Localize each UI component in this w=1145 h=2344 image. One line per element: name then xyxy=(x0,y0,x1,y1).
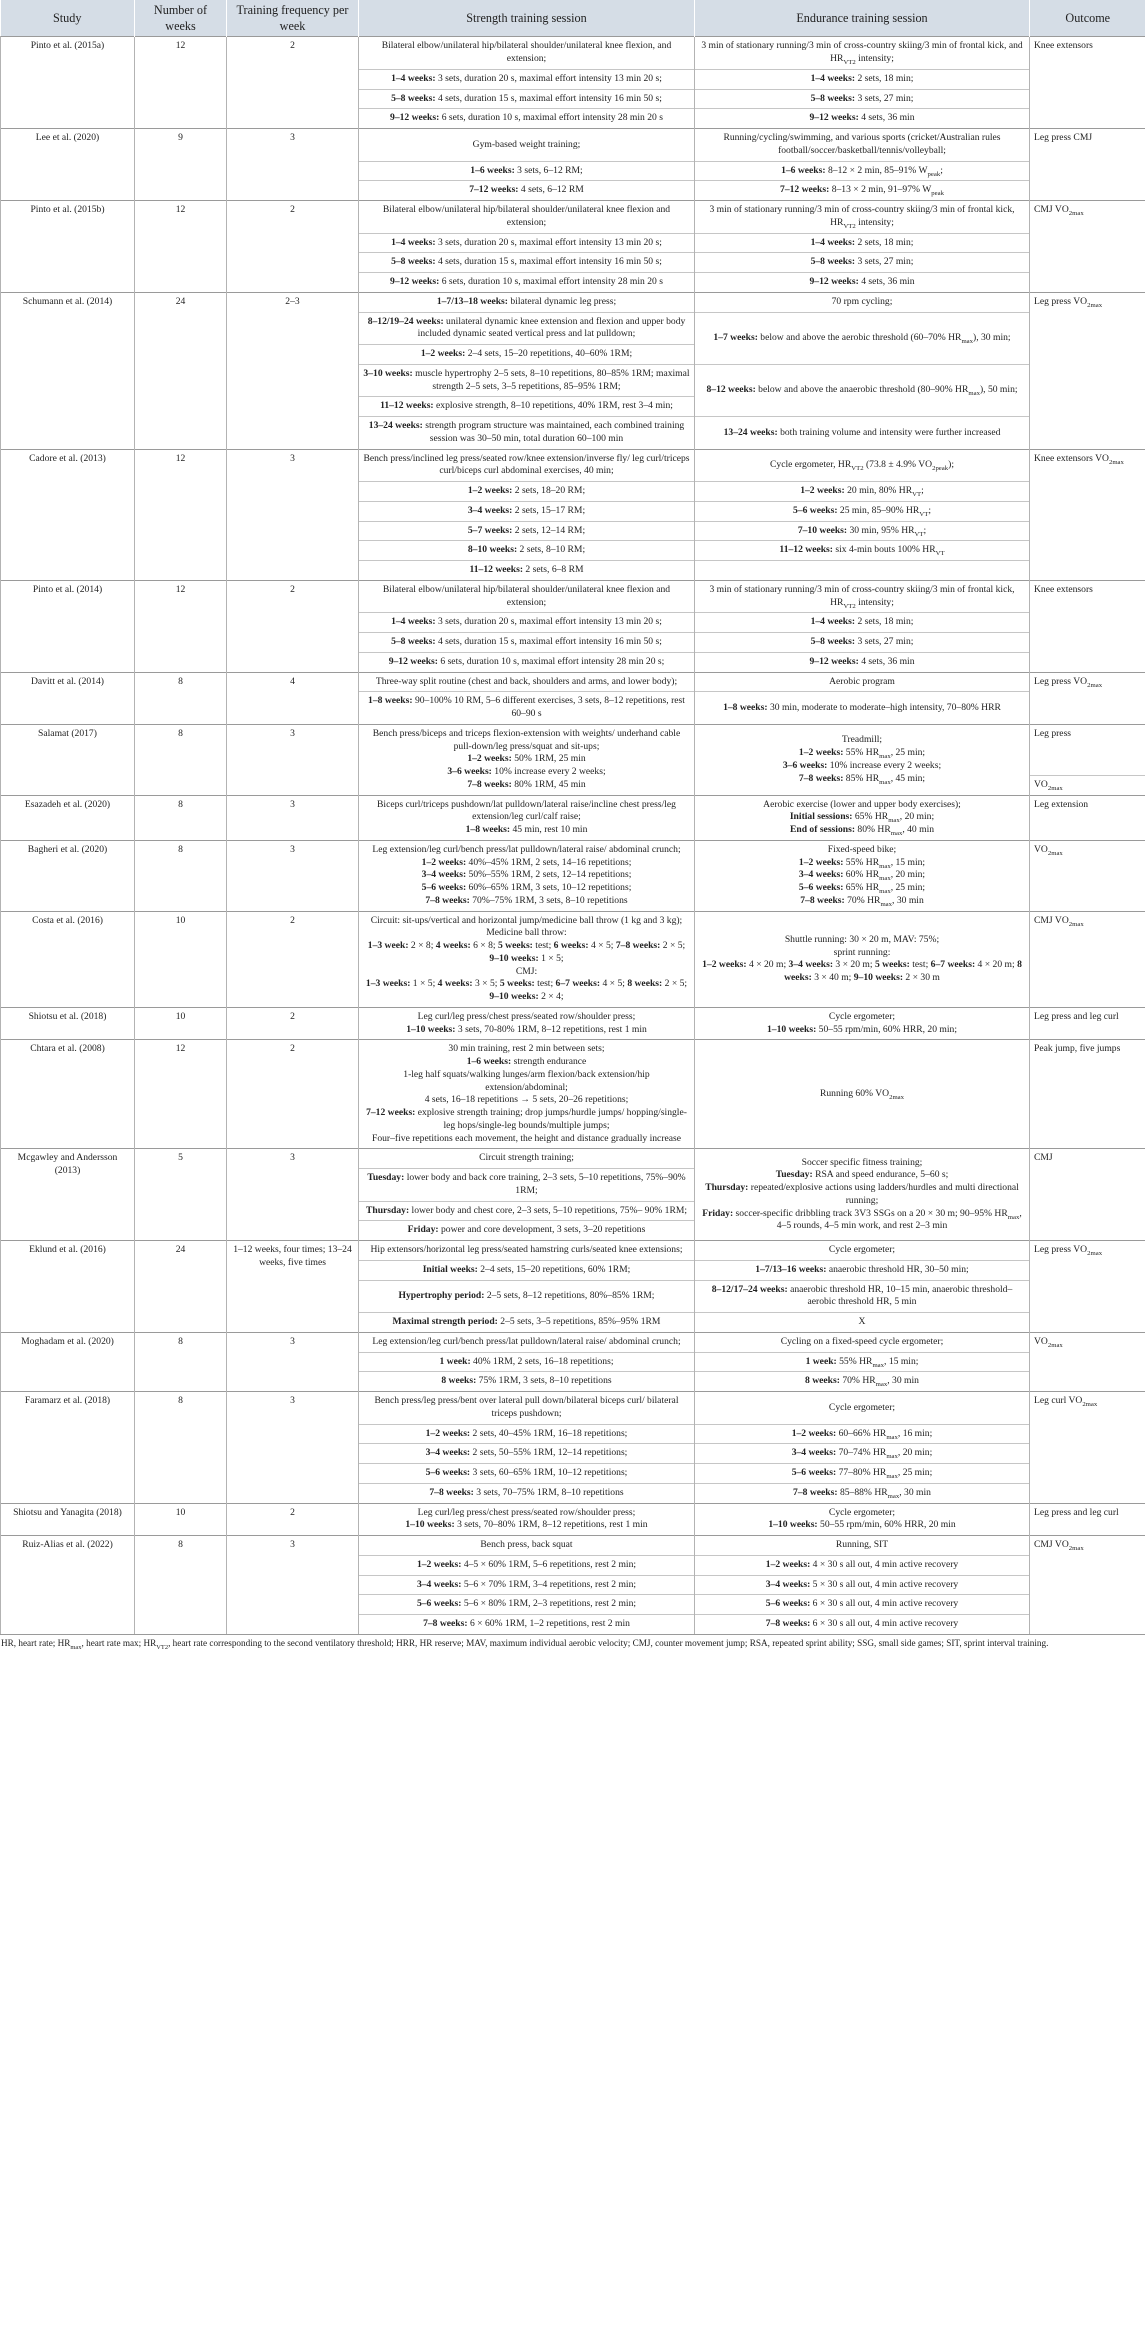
outcome-cell: CMJ $VO_{2max}$ xyxy=(1030,201,1145,293)
weeks-cell: 8 xyxy=(135,1536,227,1634)
outcome-cell: $VO_{2max}$ xyxy=(1030,1332,1145,1391)
study-cell: Lee et al. (2020) xyxy=(1,129,135,201)
endurance-cell: 8–12/17–24 weeks: anaerobic threshold HR, 10–15 min, anaerobic threshold– aerobic threshold HR, 5 min xyxy=(695,1280,1030,1313)
endurance-cell: Cycle ergometer, $HR_{VT2}$ (73.8 ± 4.9% $VO_{2peak}$); xyxy=(695,449,1030,482)
weeks-cell: 12 xyxy=(135,201,227,293)
study-cell: Chtara et al. (2008) xyxy=(1,1040,135,1149)
strength-cell: 1–2 weeks: 2 sets, 40–45% 1RM, 16–18 repetitions; xyxy=(359,1424,695,1444)
endurance-cell: Cycling on a fixed-speed cycle ergometer; xyxy=(695,1332,1030,1352)
strength-cell: 8 weeks: 75% 1RM, 3 sets, 8–10 repetitions xyxy=(359,1372,695,1392)
weeks-cell: 8 xyxy=(135,795,227,840)
strength-cell: 11–12 weeks: 2 sets, 6–8 RM xyxy=(359,561,695,581)
endurance-cell: 9–12 weeks: 4 sets, 36 min xyxy=(695,109,1030,129)
strength-cell: 5–6 weeks: 3 sets, 60–65% 1RM, 10–12 repetitions; xyxy=(359,1464,695,1484)
strength-cell: Bench press/biceps and triceps flexion-extension with weights/ underhand cable pull-down/leg press/squat and sit-ups; 1–2 weeks: 50% 1RM, 25 min 3–6 weeks: 10% increase every 2 weeks; 7–8 weeks: 80% 1RM, 45 min xyxy=(359,724,695,795)
endurance-cell: 1–2 weeks: 4 × 30 s all out, 4 min active recovery xyxy=(695,1555,1030,1575)
outcome-cell: Knee extensors xyxy=(1030,580,1145,672)
endurance-cell: 1–4 weeks: 2 sets, 18 min; xyxy=(695,233,1030,253)
endurance-cell: 9–12 weeks: 4 sets, 36 min xyxy=(695,652,1030,672)
table-row xyxy=(1,449,1145,482)
frequency-cell: 2 xyxy=(227,37,359,129)
outcome-cell: CMJ $VO_{2max}$ xyxy=(1030,911,1145,1007)
frequency-cell: 2 xyxy=(227,201,359,293)
endurance-cell: Fixed-speed bike; 1–2 weeks: 55% $HR_{max}$, 15 min; 3–4 weeks: 60% $HR_{max}$, 20 min; 5–6 weeks: 65% $HR_{max}$, 25 min; 7–8 weeks: 70% $HR_{max}$, 30 min xyxy=(695,840,1030,911)
strength-cell: Three-way split routine (chest and back, shoulders and arms, and lower body); xyxy=(359,672,695,692)
weeks-cell: 10 xyxy=(135,1503,227,1536)
strength-cell: 8–12/19–24 weeks: unilateral dynamic knee extension and flexion and upper body included dynamic seated vertical press and lat pulldown; xyxy=(359,312,695,345)
header-study: Study xyxy=(1,0,135,37)
table-row xyxy=(1,724,1145,775)
endurance-cell: 3 min of stationary running/3 min of cross-country skiing/3 min of frontal kick, $HR_{VT2}$ intensity; xyxy=(695,201,1030,234)
weeks-cell: 8 xyxy=(135,840,227,911)
weeks-cell: 12 xyxy=(135,580,227,672)
strength-cell: 1–2 weeks: 4–5 × 60% 1RM, 5–6 repetitions, rest 2 min; xyxy=(359,1555,695,1575)
endurance-cell: Running 60% $VO_{2max}$ xyxy=(695,1040,1030,1149)
endurance-cell: 3–4 weeks: 70–74% $HR_{max}$, 20 min; xyxy=(695,1444,1030,1464)
endurance-cell: 1–6 weeks: 8–12 × 2 min, 85–91% $W_{peak}$; xyxy=(695,161,1030,181)
outcome-cell: Leg press $VO_{2max}$ xyxy=(1030,672,1145,724)
endurance-cell: Cycle ergometer; xyxy=(695,1241,1030,1261)
frequency-cell: 2 xyxy=(227,1040,359,1149)
outcome-cell: CMJ xyxy=(1030,1149,1145,1241)
strength-cell: 1 week: 40% 1RM, 2 sets, 16–18 repetitions; xyxy=(359,1352,695,1372)
endurance-cell: 8 weeks: 70% $HR_{max}$, 30 min xyxy=(695,1372,1030,1392)
header-outcome: Outcome xyxy=(1030,0,1145,37)
study-cell: Davitt et al. (2014) xyxy=(1,672,135,724)
study-cell: Pinto et al. (2015a) xyxy=(1,37,135,129)
endurance-cell: 3 min of stationary running/3 min of cross-country skiing/3 min of frontal kick, $HR_{VT2}$ intensity; xyxy=(695,580,1030,613)
table-row xyxy=(1,911,1145,1007)
table-row xyxy=(1,1536,1145,1556)
weeks-cell: 24 xyxy=(135,292,227,449)
strength-cell: 1–7/13–18 weeks: bilateral dynamic leg press; xyxy=(359,292,695,312)
table-row xyxy=(1,1149,1145,1169)
table-row xyxy=(1,1007,1145,1040)
strength-cell: Bench press/leg press/bent over lateral pull down/bilateral biceps curl/ bilateral triceps pushdown; xyxy=(359,1392,695,1425)
strength-cell: 5–6 weeks: 5–6 × 80% 1RM, 2–3 repetitions, rest 2 min; xyxy=(359,1595,695,1615)
strength-cell: Hypertrophy period: 2–5 sets, 8–12 repetitions, 80%–85% 1RM; xyxy=(359,1280,695,1313)
weeks-cell: 10 xyxy=(135,1007,227,1040)
frequency-cell: 3 xyxy=(227,1149,359,1241)
study-cell: Mcgawley and Andersson (2013) xyxy=(1,1149,135,1241)
study-cell: Schumann et al. (2014) xyxy=(1,292,135,449)
outcome-cell: $VO_{2max}$ xyxy=(1030,775,1145,795)
study-cell: Shiotsu et al. (2018) xyxy=(1,1007,135,1040)
table-row xyxy=(1,1503,1145,1536)
weeks-cell: 12 xyxy=(135,449,227,580)
strength-cell: 3–4 weeks: 5–6 × 70% 1RM, 3–4 repetitions, rest 2 min; xyxy=(359,1575,695,1595)
endurance-cell: Cycle ergometer; xyxy=(695,1392,1030,1425)
table-row xyxy=(1,580,1145,613)
endurance-cell: 7–8 weeks: 6 × 30 s all out, 4 min active recovery xyxy=(695,1615,1030,1634)
outcome-cell: CMJ $VO_{2max}$ xyxy=(1030,1536,1145,1634)
strength-cell: Hip extensors/horizontal leg press/seated hamstring curls/seated knee extensions; xyxy=(359,1241,695,1261)
strength-cell: 1–4 weeks: 3 sets, duration 20 s, maximal effort intensity 13 min 20 s; xyxy=(359,69,695,89)
header-endurance: Endurance training session xyxy=(695,0,1030,37)
endurance-cell: Treadmill; 1–2 weeks: 55% $HR_{max}$, 25 min; 3–6 weeks: 10% increase every 2 weeks; 7–8 weeks: 85% $HR_{max}$, 45 min; xyxy=(695,724,1030,795)
endurance-cell: Aerobic exercise (lower and upper body exercises); Initial sessions: 65% $HR_{max}$, 20 min; End of sessions: 80% $HR_{max}$, 40 min xyxy=(695,795,1030,840)
endurance-cell: 1–2 weeks: 60–66% $HR_{max}$, 16 min; xyxy=(695,1424,1030,1444)
study-cell: Bagheri et al. (2020) xyxy=(1,840,135,911)
weeks-cell: 8 xyxy=(135,1332,227,1391)
strength-cell: 1–4 weeks: 3 sets, duration 20 s, maximal effort intensity 13 min 20 s; xyxy=(359,613,695,633)
outcome-cell: Leg press and leg curl xyxy=(1030,1503,1145,1536)
endurance-cell: 70 rpm cycling; xyxy=(695,292,1030,312)
endurance-cell: 7–12 weeks: 8–13 × 2 min, 91–97% $W_{peak}$ xyxy=(695,181,1030,201)
strength-cell: 3–4 weeks: 2 sets, 15–17 RM; xyxy=(359,501,695,521)
strength-cell: Biceps curl/triceps pushdown/lat pulldown/lateral raise/incline chest press/leg extension/leg curl/calf raise; 1–8 weeks: 45 min, rest 10 min xyxy=(359,795,695,840)
strength-cell: 7–8 weeks: 3 sets, 70–75% 1RM, 8–10 repetitions xyxy=(359,1483,695,1503)
frequency-cell: 2 xyxy=(227,1007,359,1040)
strength-cell: Bilateral elbow/unilateral hip/bilateral shoulder/unilateral knee flexion and extension; xyxy=(359,580,695,613)
strength-cell: 1–4 weeks: 3 sets, duration 20 s, maximal effort intensity 13 min 20 s; xyxy=(359,233,695,253)
strength-cell: 30 min training, rest 2 min between sets; 1–6 weeks: strength endurance 1-leg half squats/walking lunges/arm flexion/back extension/hip extension/abdominal; 4 sets, 16–18 repetitions → 5 sets, 20–26 repetitions; 7–12 weeks: explosive strength training; drop jumps/hurdle jumps/ hopping/single-leg hops/single-leg bounds/multiple jumps; Four–five repetitions each movement, the height and distance gradually increase xyxy=(359,1040,695,1149)
table-row xyxy=(1,1392,1145,1425)
endurance-cell: Running, SIT xyxy=(695,1536,1030,1556)
table-row xyxy=(1,672,1145,692)
strength-cell: Circuit: sit-ups/vertical and horizontal jump/medicine ball throw (1 kg and 3 kg); Medicine ball throw: 1–3 week: 2 × 8; 4 weeks: 6 × 8; 5 weeks: test; 6 weeks: 4 × 5; 7–8 weeks: 2 × 5; 9–10 weeks: 1 × 5; CMJ: 1–3 weeks: 1 × 5; 4 weeks: 3 × 5; 5 weeks: test; 6–7 weeks: 4 × 5; 8 weeks: 2 × 5; 9–10 weeks: 2 × 4; xyxy=(359,911,695,1007)
frequency-cell: 3 xyxy=(227,795,359,840)
frequency-cell: 2–3 xyxy=(227,292,359,449)
endurance-cell: Running/cycling/swimming, and various sports (cricket/Australian rules football/soccer/basketball/tennis/volleyball; xyxy=(695,129,1030,162)
weeks-cell: 12 xyxy=(135,37,227,129)
outcome-cell: Leg curl $VO_{2max}$ xyxy=(1030,1392,1145,1504)
strength-cell: Bilateral elbow/unilateral hip/bilateral shoulder/unilateral knee flexion, and extension; xyxy=(359,37,695,70)
endurance-cell: X xyxy=(695,1313,1030,1333)
frequency-cell: 3 xyxy=(227,449,359,580)
outcome-cell: Leg press CMJ xyxy=(1030,129,1145,201)
header-weeks: Number of weeks xyxy=(135,0,227,37)
strength-cell: Gym-based weight training; xyxy=(359,129,695,162)
strength-cell: Initial weeks: 2–4 sets, 15–20 repetitions, 60% 1RM; xyxy=(359,1260,695,1280)
study-cell: Shiotsu and Yanagita (2018) xyxy=(1,1503,135,1536)
outcome-cell: Knee extensors xyxy=(1030,37,1145,129)
study-cell: Esazadeh et al. (2020) xyxy=(1,795,135,840)
frequency-cell: 3 xyxy=(227,1392,359,1504)
table-row xyxy=(1,1241,1145,1261)
strength-cell: Bench press, back squat xyxy=(359,1536,695,1556)
strength-cell: 5–7 weeks: 2 sets, 12–14 RM; xyxy=(359,521,695,541)
strength-cell: Leg curl/leg press/chest press/seated row/shoulder press; 1–10 weeks: 3 sets, 70–80% 1RM, 8–12 repetitions, rest 1 min xyxy=(359,1503,695,1536)
study-cell: Moghadam et al. (2020) xyxy=(1,1332,135,1391)
endurance-cell xyxy=(695,561,1030,581)
strength-cell: Friday: power and core development, 3 sets, 3–20 repetitions xyxy=(359,1221,695,1241)
strength-cell: 1–2 weeks: 2 sets, 18–20 RM; xyxy=(359,482,695,502)
frequency-cell: 4 xyxy=(227,672,359,724)
endurance-cell: 3 min of stationary running/3 min of cross-country skiing/3 min of frontal kick, and $HR_{VT2}$ intensity; xyxy=(695,37,1030,70)
strength-cell: 1–8 weeks: 90–100% 10 RM, 5–6 different exercises, 3 sets, 8–12 repetitions, rest 60–90 s xyxy=(359,692,695,725)
strength-cell: 5–8 weeks: 4 sets, duration 15 s, maximal effort intensity 16 min 50 s; xyxy=(359,89,695,109)
footnote: HR, heart rate; $HR_{max}$, heart rate max; $HR_{VT2}$, heart rate corresponding to the second ventilatory threshold; HRR, HR reserve; MAV, maximum individual aerobic velocity; CMJ, counter movement jump; RSA, repeated sprint ability; SSG, small side games; SIT, sprint interval training. xyxy=(0,1634,1145,1653)
strength-cell: 11–12 weeks: explosive strength, 8–10 repetitions, 40% 1RM, rest 3–4 min; xyxy=(359,397,695,417)
endurance-cell: 1 week: 55% $HR_{max}$, 15 min; xyxy=(695,1352,1030,1372)
endurance-cell: 5–8 weeks: 3 sets, 27 min; xyxy=(695,633,1030,653)
strength-cell: Thursday: lower body and chest core, 2–3 sets, 5–10 repetitions, 75%– 90% 1RM; xyxy=(359,1201,695,1221)
strength-cell: 1–2 weeks: 2–4 sets, 15–20 repetitions, 40–60% 1RM; xyxy=(359,345,695,365)
endurance-cell: 5–6 weeks: 25 min, 85–90% $HR_{VT}$; xyxy=(695,501,1030,521)
frequency-cell: 3 xyxy=(227,724,359,795)
table-row xyxy=(1,1040,1145,1149)
table-row xyxy=(1,292,1145,312)
weeks-cell: 5 xyxy=(135,1149,227,1241)
frequency-cell: 1–12 weeks, four times; 13–24 weeks, five times xyxy=(227,1241,359,1333)
table-body xyxy=(1,37,1145,1634)
weeks-cell: 10 xyxy=(135,911,227,1007)
study-cell: Ruiz-Alias et al. (2022) xyxy=(1,1536,135,1634)
strength-cell: 9–12 weeks: 6 sets, duration 10 s, maximal effort intensity 28 min 20 s xyxy=(359,109,695,129)
endurance-cell: 1–4 weeks: 2 sets, 18 min; xyxy=(695,69,1030,89)
study-cell: Pinto et al. (2015b) xyxy=(1,201,135,293)
endurance-cell: 7–10 weeks: 30 min, 95% $HR_{VT}$; xyxy=(695,521,1030,541)
outcome-cell: Peak jump, five jumps xyxy=(1030,1040,1145,1149)
outcome-cell: Leg press $VO_{2max}$ xyxy=(1030,292,1145,449)
frequency-cell: 2 xyxy=(227,1503,359,1536)
study-cell: Salamat (2017) xyxy=(1,724,135,795)
endurance-cell: 1–7/13–16 weeks: anaerobic threshold HR, 30–50 min; xyxy=(695,1260,1030,1280)
strength-cell: 13–24 weeks: strength program structure was maintained, each combined training session was 30–50 min, total duration 60–100 min xyxy=(359,417,695,450)
endurance-cell: 1–2 weeks: 20 min, 80% $HR_{VT}$; xyxy=(695,482,1030,502)
endurance-cell: 5–6 weeks: 6 × 30 s all out, 4 min active recovery xyxy=(695,1595,1030,1615)
strength-cell: 5–8 weeks: 4 sets, duration 15 s, maximal effort intensity 16 min 50 s; xyxy=(359,633,695,653)
strength-cell: Bilateral elbow/unilateral hip/bilateral shoulder/unilateral knee flexion and extension; xyxy=(359,201,695,234)
endurance-cell: 7–8 weeks: 85–88% $HR_{max}$, 30 min xyxy=(695,1483,1030,1503)
frequency-cell: 2 xyxy=(227,911,359,1007)
frequency-cell: 3 xyxy=(227,1536,359,1634)
strength-cell: 5–8 weeks: 4 sets, duration 15 s, maximal effort intensity 16 min 50 s; xyxy=(359,253,695,273)
table-row xyxy=(1,37,1145,70)
endurance-cell: Aerobic program xyxy=(695,672,1030,692)
endurance-cell: Cycle ergometer; 1–10 weeks: 50–55 rpm/min, 60% HRR, 20 min xyxy=(695,1503,1030,1536)
endurance-cell: Shuttle running: 30 × 20 m, MAV: 75%; sprint running: 1–2 weeks: 4 × 20 m; 3–4 weeks: 3 × 20 m; 5 weeks: test; 6–7 weeks: 4 × 20 m; 8 weeks: 3 × 40 m; 9–10 weeks: 2 × 30 m xyxy=(695,911,1030,1007)
strength-cell: Circuit strength training; xyxy=(359,1149,695,1169)
endurance-cell: 11–12 weeks: six 4-min bouts 100% $HR_{VT}$ xyxy=(695,541,1030,561)
weeks-cell: 8 xyxy=(135,1392,227,1504)
strength-cell: 1–6 weeks: 3 sets, 6–12 RM; xyxy=(359,161,695,181)
weeks-cell: 8 xyxy=(135,672,227,724)
weeks-cell: 12 xyxy=(135,1040,227,1149)
endurance-cell: 1–7 weeks: below and above the aerobic threshold (60–70% $HR_{max}$), 30 min; xyxy=(695,312,1030,364)
strength-cell: Leg extension/leg curl/bench press/lat pulldown/lateral raise/ abdominal crunch; 1–2 weeks: 40%–45% 1RM, 2 sets, 14–16 repetitions; 3–4 weeks: 50%–55% 1RM, 2 sets, 12–14 repetitions; 5–6 weeks: 60%–65% 1RM, 3 sets, 10–12 repetitions; 7–8 weeks: 70%–75% 1RM, 3 sets, 8–10 repetitions xyxy=(359,840,695,911)
weeks-cell: 8 xyxy=(135,724,227,795)
endurance-cell: 5–6 weeks: 77–80% $HR_{max}$, 25 min; xyxy=(695,1464,1030,1484)
strength-cell: 7–12 weeks: 4 sets, 6–12 RM xyxy=(359,181,695,201)
header-frequency: Training frequency per week xyxy=(227,0,359,37)
strength-cell: 9–12 weeks: 6 sets, duration 10 s, maximal effort intensity 28 min 20 s; xyxy=(359,652,695,672)
table-row xyxy=(1,840,1145,911)
outcome-cell: Leg press xyxy=(1030,724,1145,775)
strength-cell: 8–10 weeks: 2 sets, 8–10 RM; xyxy=(359,541,695,561)
outcome-cell: Leg press and leg curl xyxy=(1030,1007,1145,1040)
study-cell: Pinto et al. (2014) xyxy=(1,580,135,672)
endurance-cell: 5–8 weeks: 3 sets, 27 min; xyxy=(695,89,1030,109)
header-row xyxy=(1,0,1145,37)
header-strength: Strength training session xyxy=(359,0,695,37)
table-row xyxy=(1,129,1145,162)
endurance-cell: 13–24 weeks: both training volume and intensity were further increased xyxy=(695,417,1030,450)
endurance-cell: 3–4 weeks: 5 × 30 s all out, 4 min active recovery xyxy=(695,1575,1030,1595)
strength-cell: 3–10 weeks: muscle hypertrophy 2–5 sets, 8–10 repetitions, 80–85% 1RM; maximal strength 2–5 sets, 3–5 repetitions, 85–95% 1RM; xyxy=(359,364,695,397)
strength-cell: Leg extension/leg curl/bench press/lat pulldown/lateral raise/ abdominal crunch; xyxy=(359,1332,695,1352)
frequency-cell: 2 xyxy=(227,580,359,672)
frequency-cell: 3 xyxy=(227,1332,359,1391)
strength-cell: 3–4 weeks: 2 sets, 50–55% 1RM, 12–14 repetitions; xyxy=(359,1444,695,1464)
strength-cell: Bench press/inclined leg press/seated row/knee extension/inverse fly/ leg curl/triceps curl/biceps curl abdominal exercises, 40 min; xyxy=(359,449,695,482)
table-row xyxy=(1,201,1145,234)
study-cell: Eklund et al. (2016) xyxy=(1,1241,135,1333)
frequency-cell: 3 xyxy=(227,840,359,911)
frequency-cell: 3 xyxy=(227,129,359,201)
study-cell: Cadore et al. (2013) xyxy=(1,449,135,580)
strength-cell: Maximal strength period: 2–5 sets, 3–5 repetitions, 85%–95% 1RM xyxy=(359,1313,695,1333)
endurance-cell: Soccer specific fitness training; Tuesday: RSA and speed endurance, 5–60 s; Thursday: repeated/explosive actions using ladders/hurdles and multi directional running; Friday: soccer-specific dribbling track 3V3 SSGs on a 20 × 30 m; 90–95% $HR_{max}$, 4–5 rounds, 4–5 min work, and rest 2–3 min xyxy=(695,1149,1030,1241)
table-row xyxy=(1,1332,1145,1352)
endurance-cell: 1–8 weeks: 30 min, moderate to moderate–high intensity, 70–80% HRR xyxy=(695,692,1030,725)
endurance-cell: 5–8 weeks: 3 sets, 27 min; xyxy=(695,253,1030,273)
endurance-cell: 8–12 weeks: below and above the anaerobic threshold (80–90% $HR_{max}$), 50 min; xyxy=(695,364,1030,416)
endurance-cell: 9–12 weeks: 4 sets, 36 min xyxy=(695,273,1030,293)
study-cell: Costa et al. (2016) xyxy=(1,911,135,1007)
study-cell: Faramarz et al. (2018) xyxy=(1,1392,135,1504)
outcome-cell: $VO_{2max}$ xyxy=(1030,840,1145,911)
weeks-cell: 9 xyxy=(135,129,227,201)
outcome-cell: Leg press $VO_{2max}$ xyxy=(1030,1241,1145,1333)
endurance-cell: Cycle ergometer; 1–10 weeks: 50–55 rpm/min, 60% HRR, 20 min; xyxy=(695,1007,1030,1040)
endurance-cell: 1–4 weeks: 2 sets, 18 min; xyxy=(695,613,1030,633)
strength-cell: Leg curl/leg press/chest press/seated row/shoulder press; 1–10 weeks: 3 sets, 70-80% 1RM, 8–12 repetitions, rest 1 min xyxy=(359,1007,695,1040)
strength-cell: Tuesday: lower body and back core training, 2–3 sets, 5–10 repetitions, 75%–90% 1RM; xyxy=(359,1169,695,1202)
strength-cell: 7–8 weeks: 6 × 60% 1RM, 1–2 repetitions, rest 2 min xyxy=(359,1615,695,1634)
strength-cell: 9–12 weeks: 6 sets, duration 10 s, maximal effort intensity 28 min 20 s xyxy=(359,273,695,293)
table-row xyxy=(1,795,1145,840)
outcome-cell: Leg extension xyxy=(1030,795,1145,840)
weeks-cell: 24 xyxy=(135,1241,227,1333)
outcome-cell: Knee extensors $VO_{2max}$ xyxy=(1030,449,1145,580)
